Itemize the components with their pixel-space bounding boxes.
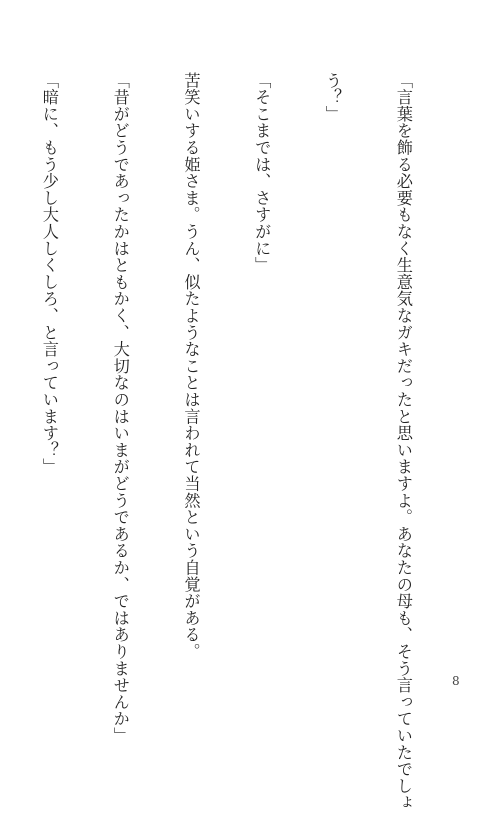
- text-line: 苦笑いする姫さま。うん、似たようなことは言われて当然という自覚がある。: [181, 72, 201, 660]
- text-line: 「言葉を飾る必要もなく生意気なガキだったと思いますよ。あなたの母も、そう言っていたでしょ: [393, 72, 413, 812]
- text-line: 「昔がどうであったかはともかく、大切なのはいまがどうであるか、ではありませんか」: [110, 72, 130, 744]
- text-line: う？」: [323, 72, 343, 123]
- page-number: 8: [452, 674, 460, 688]
- text-line: 「そこまでは、さすがに」: [252, 72, 272, 274]
- text-line: 「暗に、もう少し大人しくしろ、と言っています？」: [39, 72, 59, 476]
- vertical-text-body: [0, 72, 462, 812]
